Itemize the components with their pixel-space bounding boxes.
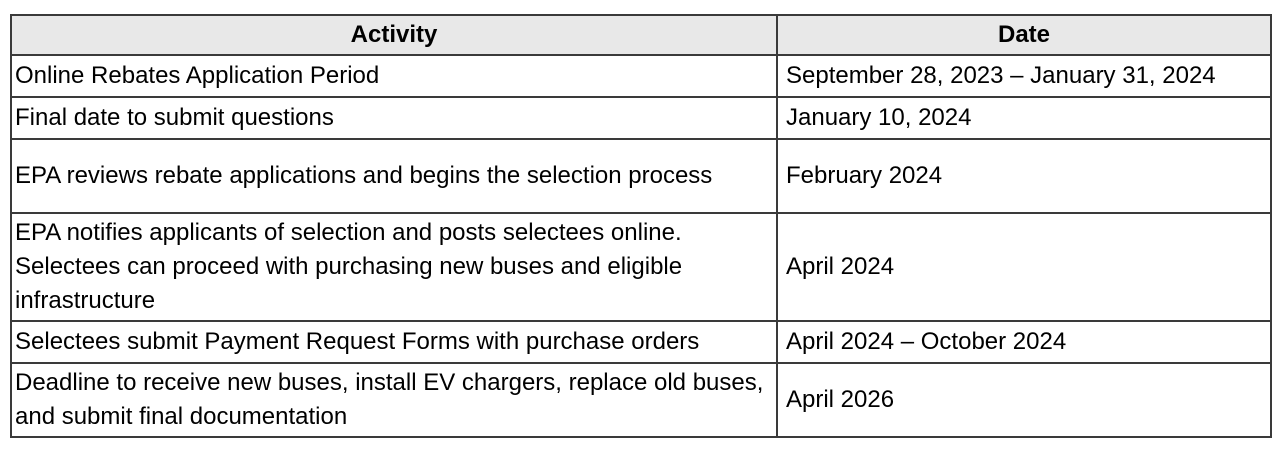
table-row <box>11 139 1271 213</box>
activity-cell: Final date to submit questions <box>11 97 777 139</box>
activity-cell: Selectees submit Payment Request Forms with purchase orders <box>11 321 777 363</box>
activity-cell: Online Rebates Application Period <box>11 55 777 97</box>
activity-cell: Deadline to receive new buses, install EV chargers, replace old buses, and submit final documentation <box>11 363 777 437</box>
date-cell: April 2024 <box>777 213 1271 321</box>
date-cell: January 10, 2024 <box>777 97 1271 139</box>
table-row <box>11 363 1271 437</box>
date-cell: April 2026 <box>777 363 1271 437</box>
table-row <box>11 321 1271 363</box>
table-row <box>11 213 1271 321</box>
date-column-header: Date <box>777 15 1271 55</box>
date-cell: February 2024 <box>777 139 1271 213</box>
date-cell: April 2024 – October 2024 <box>777 321 1271 363</box>
table-row <box>11 97 1271 139</box>
table-row <box>11 55 1271 97</box>
activity-cell: EPA reviews rebate applications and begins the selection process <box>11 139 777 213</box>
activity-column-header: Activity <box>11 15 777 55</box>
table-header-row <box>11 15 1271 55</box>
schedule-table <box>10 14 1272 438</box>
activity-cell: EPA notifies applicants of selection and posts selectees online. Selectees can proceed with purchasing new buses and eligible infrastructure <box>11 213 777 321</box>
date-cell: September 28, 2023 – January 31, 2024 <box>777 55 1271 97</box>
